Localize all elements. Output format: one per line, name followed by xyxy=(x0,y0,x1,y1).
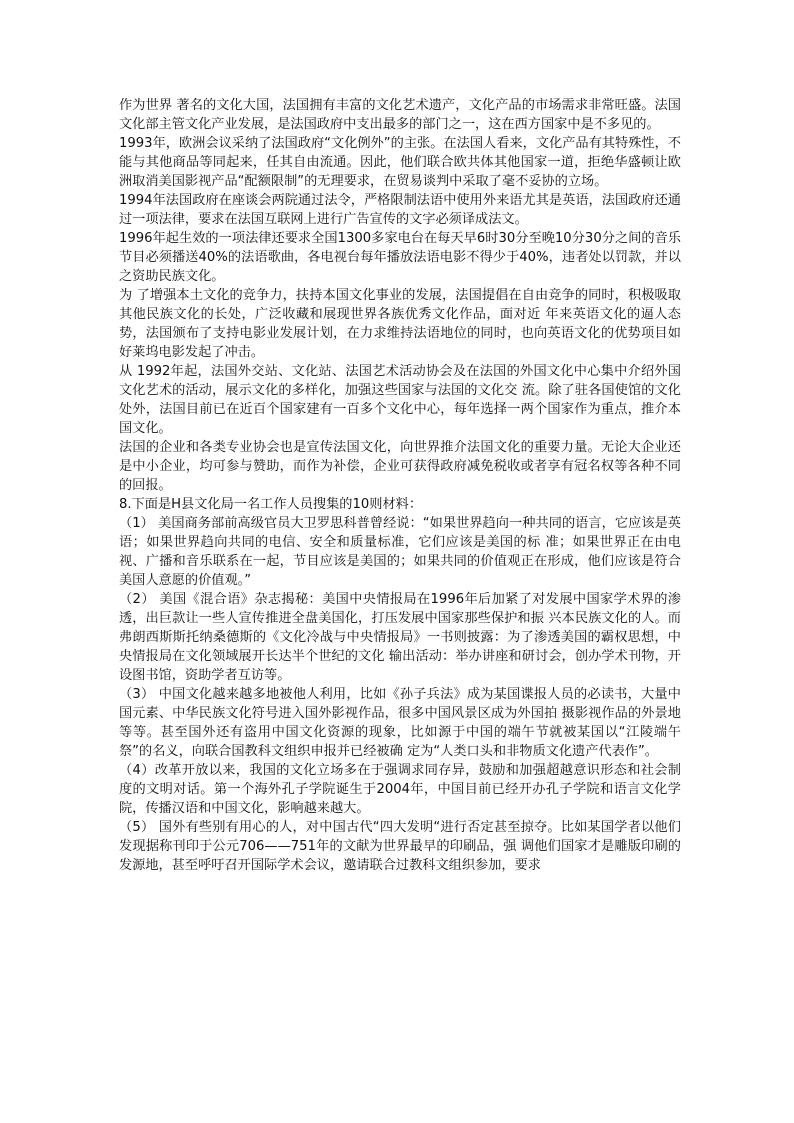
paragraph-1996-radio-quota: 1996年起生效的一项法律还要求全国1300多家电台在每天早6时30分至晚10分30分之间的音乐节目必须播送40%的法语歌曲，各电视台每年播放法语电影不得少于40%，违者处以罚款，并以之资助民族文化。 xyxy=(119,231,681,284)
material-item-5: （5） 国外有些别有用心的人，对中国古代“四大发明“进行否定甚至掠夺。比如某国学者以他们发现据称刊印于公元706——751年的文献为世界最早的印刷品，强 调他们国家才是雕版印刷的发源地，甚至呼吁召开国际学术会议，邀请联合过教科文组织参加，要求 xyxy=(119,820,681,873)
material-item-3: （3） 中国文化越来越多地被他人利用，比如《孙子兵法》成为某国谍报人员的必读书，大量中国元素、中华民族文化符号进入国外影视作品，很多中国风景区成为外国拍 摄影视作品的外景地等等。甚至国外还有盗用中国文化资源的现象，比如源于中国的端午节就被某国以“江陵端午祭”的名义，向联合国教科文组织申报并已经被确 定为“人类口头和非物质文化遗产代表作”。 xyxy=(119,687,681,759)
paragraph-1994-language-law: 1994年法国政府在座谈会两院通过法令，严格限制法语中使用外来语尤其是英语，法国政府还通过一项法律，要求在法国互联网上进行广告宣传的文字必须译成法文。 xyxy=(119,193,681,227)
paragraph-1993-cultural-exception: 1993年，欧洲会议采纳了法国政府“文化例外”的主张。在法国人看来，文化产品有其特殊性，不能与其他商品等同起来，任其自由流通。因此，他们联合欧共体其他国家一道，拒绝华盛顿让欧洲取消美国影视产品“配额限制”的无理要求，在贸易谈判中采取了毫不妥协的立场。 xyxy=(119,136,681,189)
question-8-heading: 8.下面是H县文化局一名工作人员搜集的10则材料： xyxy=(119,497,423,512)
paragraph-1992-cultural-centers: 从 1992年起，法国外交站、文化站、法国艺术活动协会及在法国的外国文化中心集中介绍外国文化艺术的活动，展示文化的多样化，加强这些国家与法国的文化交 流。除了驻各国使馆的文化处外，法国目前已在近百个国家建有一百多个文化中心，每年选择一两个国家作为重点，推介本国文化。 xyxy=(119,364,681,436)
material-item-1: （1） 美国商务部前高级官员大卫罗思科普曾经说：“如果世界趋向一种共同的语言，它应该是英语；如果世界趋向共同的电信、安全和质量标准，它们应该是美国的标 准；如果世界正在由电视、广播和音乐联系在一起，节目应该是美国的；如果共同的价值观正在形成，他们应该是符合美国人意愿的价值观。” xyxy=(119,516,681,588)
paragraph-france-cultural-power: 作为世界 著名的文化大国，法国拥有丰富的文化艺术遗产，文化产品的市场需求非常旺盛。法国文化部主管文化产业发展，是法国政府中支出最多的部门之一，这在西方国家中是不多见的。 xyxy=(119,98,681,132)
paragraph-competitiveness: 为 了增强本土文化的竞争力，扶持本国文化事业的发展，法国提倡在自由竞争的同时，积极吸取其他民族文化的长处，广泛收藏和展现世界各族优秀文化作品，面对近 年来英语文化的逼人态势，法国颁布了支持电影业发展计划，在力求维持法语地位的同时，也向英语文化的优势项目如好莱坞电影发起了冲击。 xyxy=(119,288,681,360)
material-item-4: （4）改革开放以来，我国的文化立场多在于强调求同存异，鼓励和加强超越意识形态和社会制度的文明对话。第一个海外孔子学院诞生于2004年，中国目前已经开办孔子学院和语言文化学院，传播汉语和中国文化，影响越来越大。 xyxy=(119,763,681,816)
document-body xyxy=(119,96,681,875)
material-item-2: （2） 美国《混合语》杂志揭秘：美国中央情报局在1996年后加紧了对发展中国家学术界的渗透，出巨款让一些人宣传推进全盘美国化，打压发展中国家那些保护和振 兴本民族文化的人。而弗朗西斯斯托纳桑德斯的《文化冷战与中央情报局》一书则披露：为了渗透美国的霸权思想，中央情报局在文化领域展开长达半个世纪的文化 输出活动：举办讲座和研讨会，创办学术刊物，开设图书馆，资助学者互访等。 xyxy=(119,592,681,683)
paragraph-enterprises: 法国的企业和各类专业协会也是宣传法国文化，向世界推介法国文化的重要力量。无论大企业还是中小企业，均可参与赞助，而作为补偿，企业可获得政府减免税收或者享有冠名权等各种不同的回报。 xyxy=(119,440,681,493)
